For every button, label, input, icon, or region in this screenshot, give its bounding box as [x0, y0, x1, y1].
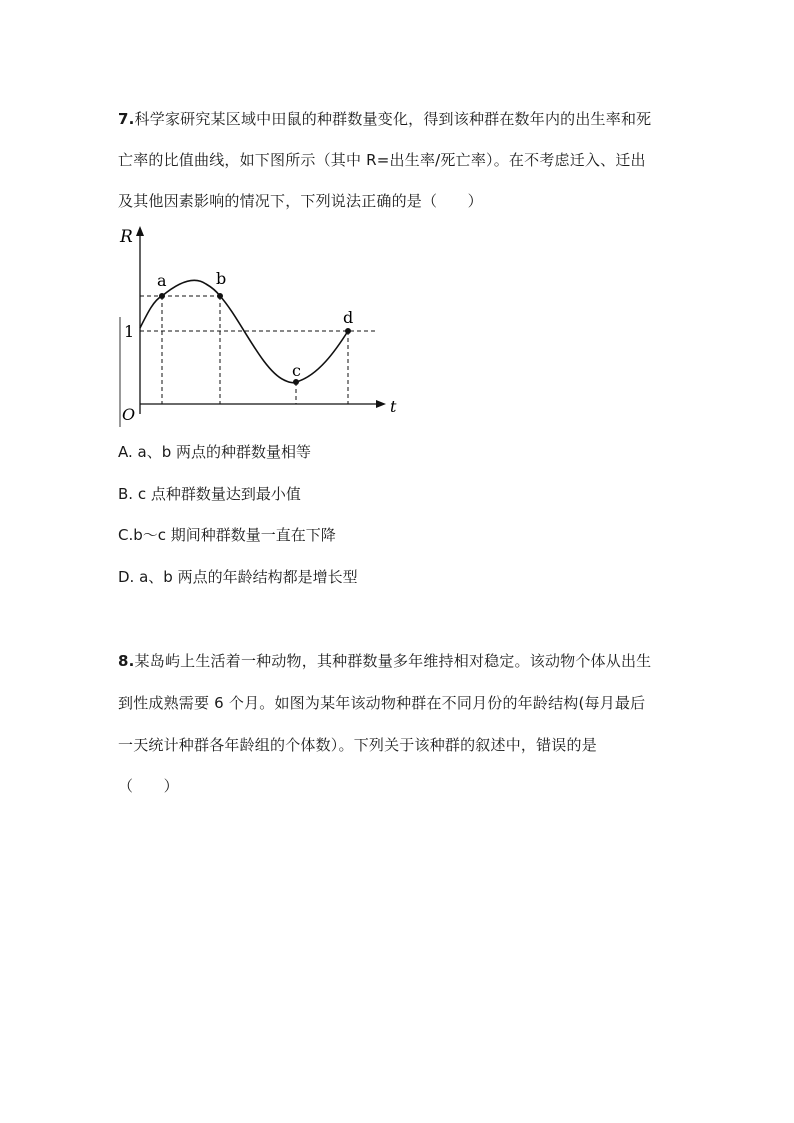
q7-number: 7.	[118, 110, 135, 128]
q8-line-3: 一天统计种群各年龄组的个体数）。下列关于该种群的叙述中，错误的是	[118, 736, 597, 754]
x-axis-arrow	[376, 400, 386, 408]
r-curve-figure	[112, 222, 402, 432]
y-axis-arrow	[136, 226, 144, 236]
q7-line-1	[118, 108, 651, 129]
point-b-label: b	[216, 269, 227, 288]
one-tick-label: 1	[124, 322, 135, 341]
q7-line-3: 及其他因素影响的情况下，下列说法正确的是（ ）	[118, 192, 483, 210]
q7-option-a: A. a、b 两点的种群数量相等	[118, 443, 312, 461]
q7-option-c: C.b～c 期间种群数量一直在下降	[118, 526, 336, 544]
q7-line-2: 亡率的比值曲线，如下图所示（其中 R=出生率/死亡率）。在不考虑迁入、迁出	[118, 151, 646, 169]
q7-option-b: B. c 点种群数量达到最小值	[118, 485, 301, 503]
q7-option-d: D. a、b 两点的年龄结构都是增长型	[118, 568, 358, 586]
origin-label: O	[122, 405, 136, 424]
point-b	[217, 293, 223, 299]
point-d-label: d	[343, 308, 354, 327]
q8-line-4: （ ）	[118, 777, 179, 795]
y-axis-label: R	[120, 227, 133, 247]
point-c-label: c	[292, 361, 301, 380]
x-axis-label: t	[390, 397, 397, 416]
point-a	[159, 293, 165, 299]
q8-line-2: 到性成熟需要 6 个月。如图为某年该动物种群在不同月份的年龄结构(每月最后	[118, 694, 646, 712]
point-d	[345, 328, 351, 334]
point-a-label: a	[157, 271, 167, 290]
q8-text-1: 某岛屿上生活着一种动物，其种群数量多年维持相对稳定。该动物个体从出生	[134, 652, 652, 670]
q7-text-1: 科学家研究某区域中田鼠的种群数量变化，得到该种群在数年内的出生率和死	[134, 110, 652, 128]
q8-line-1	[118, 650, 651, 671]
q8-number: 8.	[118, 652, 135, 670]
